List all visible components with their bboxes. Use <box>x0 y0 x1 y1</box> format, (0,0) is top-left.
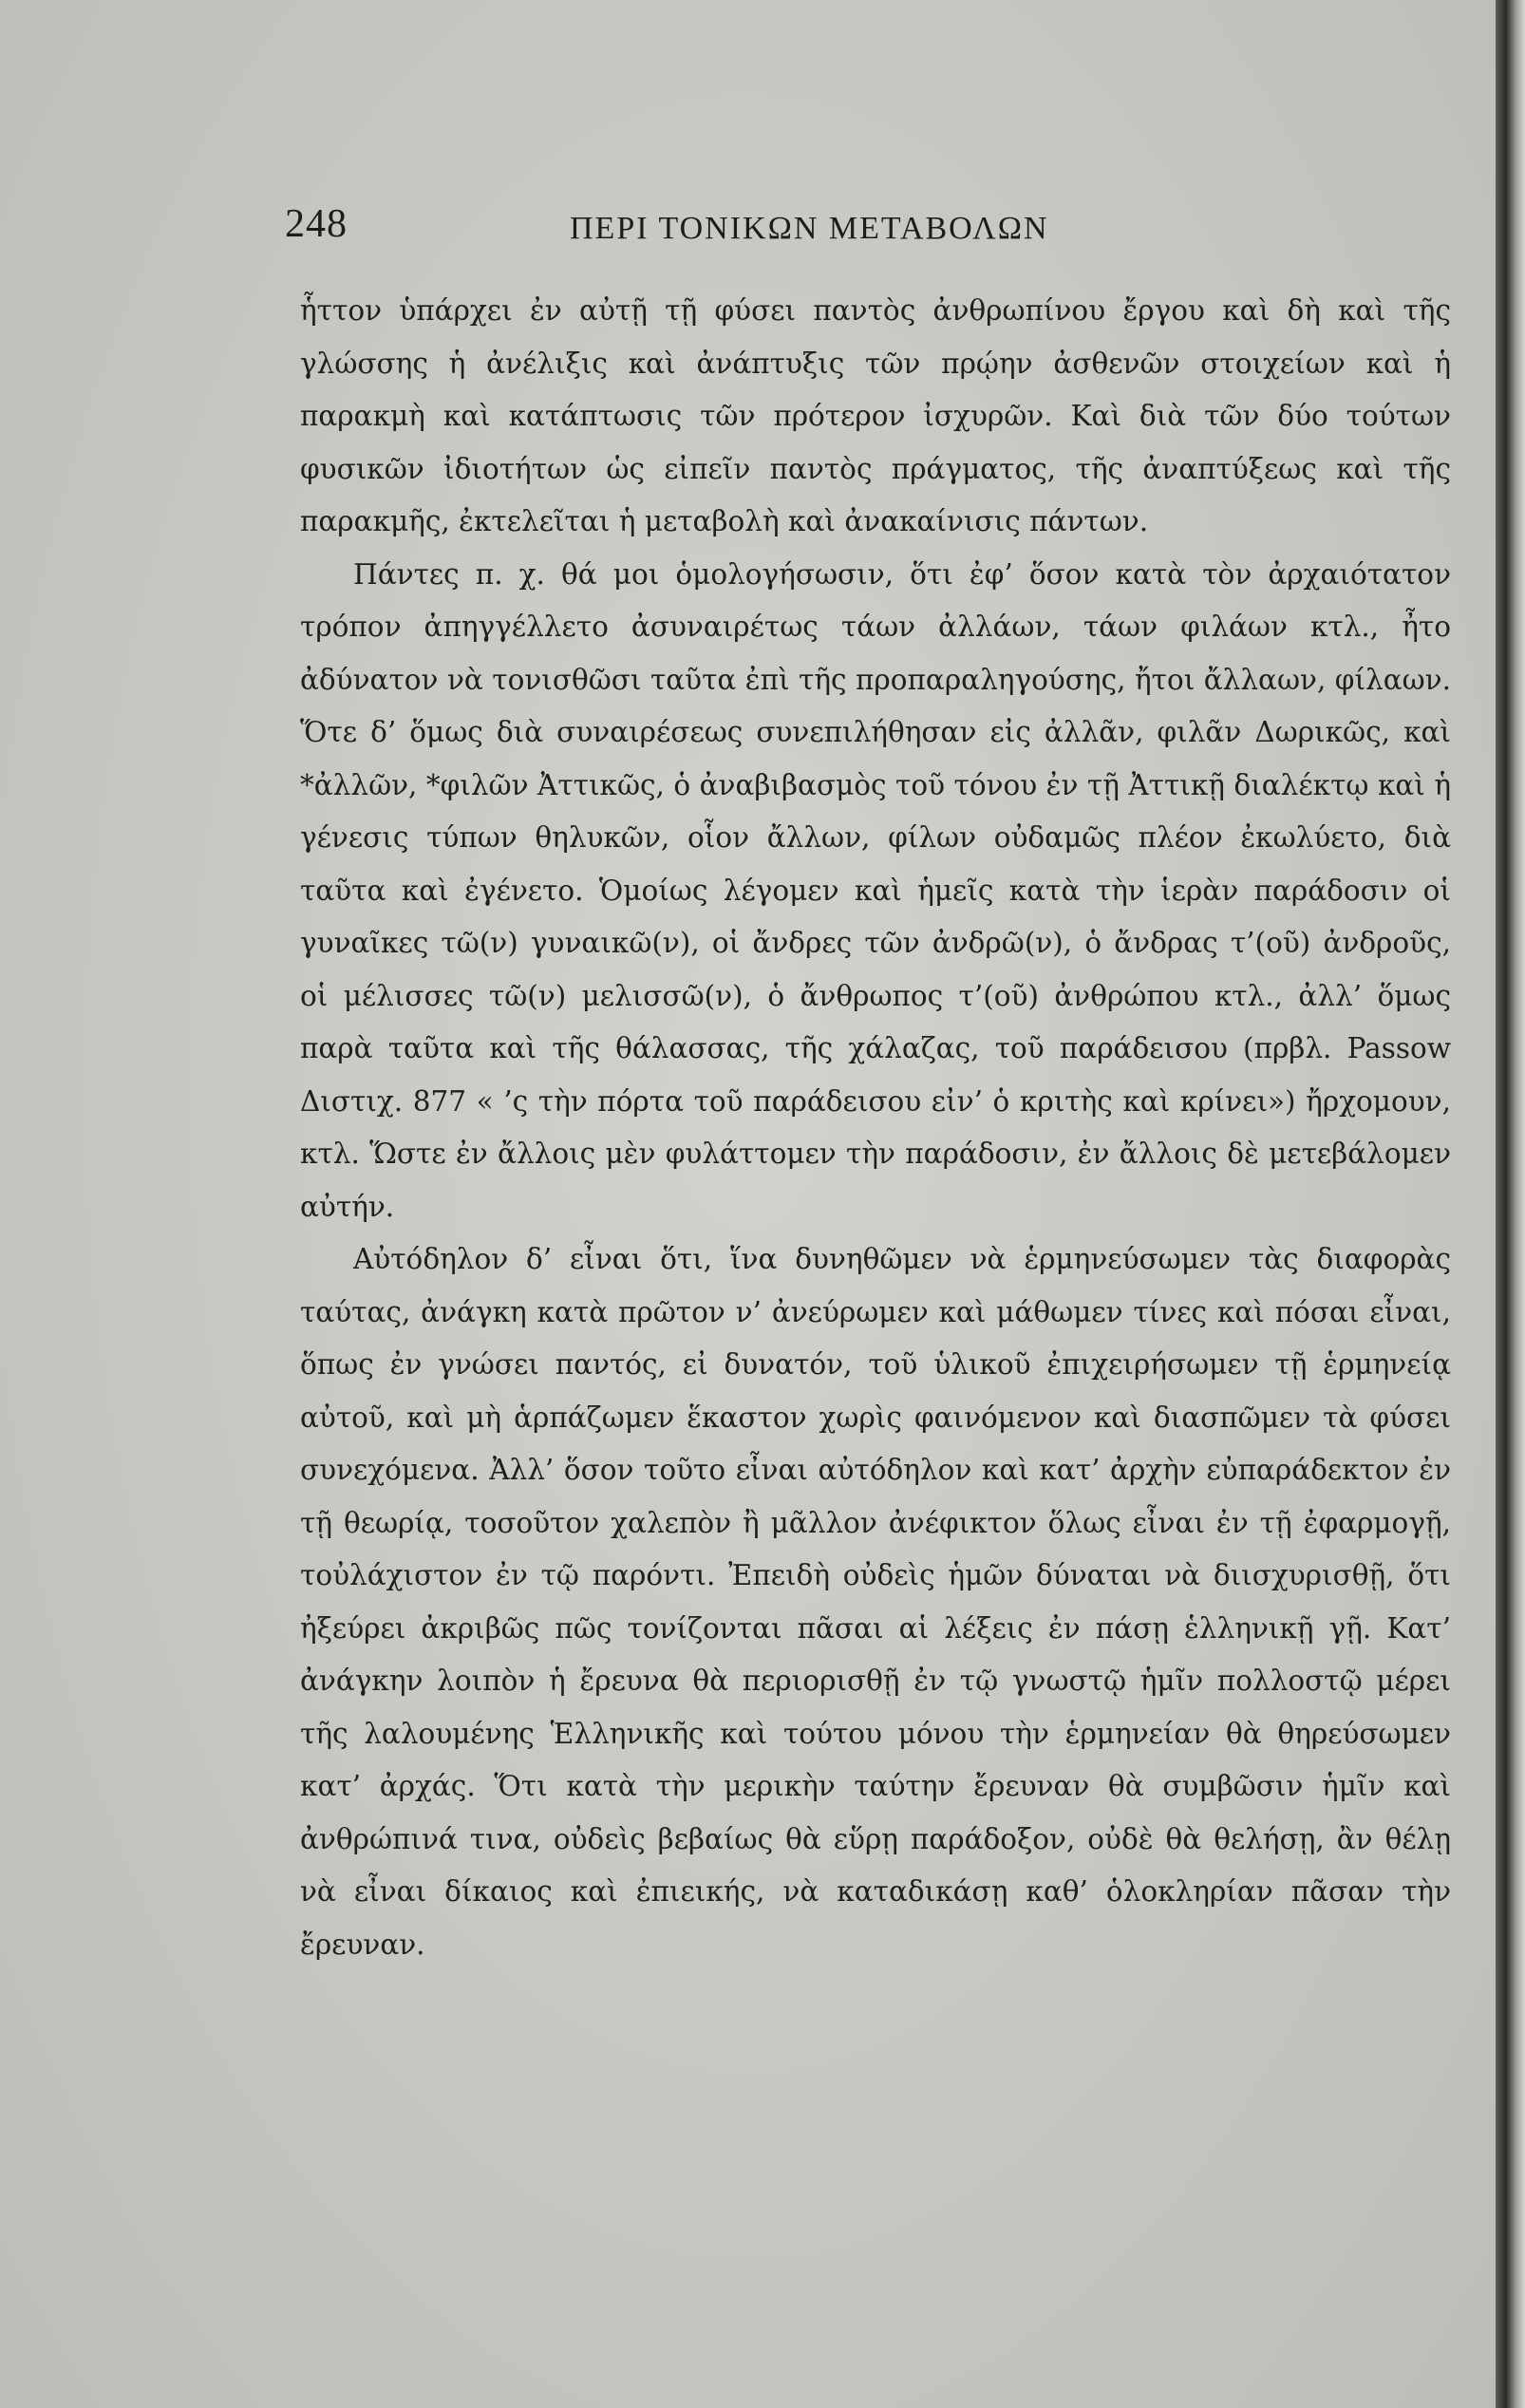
page-number: 248 <box>285 202 348 246</box>
paragraph-continuation: ἧττον ὑπάρχει ἐν αὐτῇ τῇ φύσει παντὸς ἀνθρωπίνου ἔργου καὶ δὴ καὶ τῆς γλώσσης ἡ ἀνέλιξις καὶ ἀνάπτυξις τῶν πρῴην ἀσθενῶν στοιχείων καὶ ἡ παρακμὴ καὶ κατάπτωσις τῶν πρότερον ἰσχυρῶν. Καὶ διὰ τῶν δύο τούτων φυσικῶν ἰδιοτήτων ὡς εἰπεῖν παντὸς πράγματος, τῆς ἀναπτύξεως καὶ τῆς παρακμῆς, ἐκτελεῖται ἡ μεταβολὴ καὶ ἀνακαίνισις πάντων. <box>300 294 1451 537</box>
paragraph-2: Πάντες π. χ. θά μοι ὁμολογήσωσιν, ὅτι ἐφ’ ὅσον κατὰ τὸν ἀρχαιότατον τρόπον ἀπηγγέλλετο ἀσυναιρέτως τάων ἀλλάων, τάων φιλάων κτλ., ἦτο ἀδύνατον νὰ τονισθῶσι ταῦτα ἐπὶ τῆς προπαραληγούσης, ἤτοι ἄλλαων, φίλαων. Ὅτε δ’ ὅμως διὰ συναιρέσεως συνεπιλήθησαν εἰς ἀλλᾶν, φιλᾶν Δωρικῶς, καὶ *ἀλλῶν, *φιλῶν Ἀττικῶς, ὁ ἀναβιβασμὸς τοῦ τόνου ἐν τῇ Ἀττικῇ διαλέκτῳ καὶ ἡ γένεσις τύπων θηλυκῶν, οἷον ἄλλων, φίλων οὐδαμῶς πλέον ἐκωλύετο, διὰ ταῦτα καὶ ἐγένετο. Ὁμοίως λέγομεν καὶ ἡμεῖς κατὰ τὴν ἱερὰν παράδοσιν οἱ γυναῖκες τῶ(ν) γυναικῶ(ν), οἱ ἄνδρες τῶν ἀνδρῶ(ν), ὁ ἄνδρας τ’(οῦ) ἀνδροῦς, οἱ μέλισσες τῶ(ν) μελισσῶ(ν), ὁ ἄνθρωπος τ’(οῦ) ἀνθρώπου κτλ., ἀλλ’ ὅμως παρὰ ταῦτα καὶ τῆς θάλασσας, τῆς χάλαζας, τοῦ παράδεισου (πρβλ. Passow Διστιχ. 877 « ’ς τὴν πόρτα τοῦ παράδεισου εἰν’ ὁ κριτὴς καὶ κρίνει») ἤρχομουν, κτλ. Ὥστε ἐν ἄλλοις μὲν φυλάττομεν τὴν παράδοσιν, ἐν ἄλλοις δὲ μετεβάλομεν αὐτήν. <box>300 557 1451 1223</box>
running-title: ΠΕΡΙ ΤΟΝΙΚΩΝ ΜΕΤΑΒΟΛΩΝ <box>570 211 1049 246</box>
page-edge-shadow <box>1496 0 1525 2408</box>
page-header <box>285 201 1491 258</box>
paragraph-3: Αὐτόδηλον δ’ εἶναι ὅτι, ἵνα δυνηθῶμεν νὰ ἑρμηνεύσωμεν τὰς διαφορὰς ταύτας, ἀνάγκη κατὰ πρῶτον ν’ ἀνεύρωμεν καὶ μάθωμεν τίνες καὶ πόσαι εἶναι, ὅπως ἐν γνώσει παντός, εἰ δυνατόν, τοῦ ὑλικοῦ ἐπιχειρήσωμεν τῇ ἑρμηνείᾳ αὐτοῦ, καὶ μὴ ἁρπάζωμεν ἕκαστον χωρὶς φαινόμενον καὶ διασπῶμεν τὰ φύσει συνεχόμενα. Ἀλλ’ ὅσον τοῦτο εἶναι αὐτόδηλον καὶ κατ’ ἀρχὴν εὐπαράδεκτον ἐν τῇ θεωρίᾳ, τοσοῦτον χαλεπὸν ἢ μᾶλλον ἀνέφικτον ὅλως εἶναι ἐν τῇ ἐφαρμογῇ, τοὐλάχιστον ἐν τῷ παρόντι. Ἐπειδὴ οὐδεὶς ἡμῶν δύναται νὰ διισχυρισθῇ, ὅτι ἠξεύρει ἀκριβῶς πῶς τονίζονται πᾶσαι αἱ λέξεις ἐν πάσῃ ἑλληνικῇ γῇ. Κατ’ ἀνάγκην λοιπὸν ἡ ἔρευνα θὰ περιορισθῇ ἐν τῷ γνωστῷ ἡμῖν πολλοστῷ μέρει τῆς λαλουμένης Ἑλληνικῆς καὶ τούτου μόνου τὴν ἑρμηνείαν θὰ θηρεύσωμεν κατ’ ἀρχάς. Ὅτι κατὰ τὴν μερικὴν ταύτην ἔρευναν θὰ συμβῶσιν ἡμῖν καὶ ἀνθρώπινά τινα, οὐδεὶς βεβαίως θὰ εὕρῃ παράδοξον, οὐδὲ θὰ θελήσῃ, ἂν θέλῃ νὰ εἶναι δίκαιος καὶ ἐπιεικής, νὰ καταδικάσῃ καθ’ ὁλοκληρίαν πᾶσαν τὴν ἔρευναν. <box>300 1243 1451 1961</box>
body-text <box>300 285 1451 1971</box>
